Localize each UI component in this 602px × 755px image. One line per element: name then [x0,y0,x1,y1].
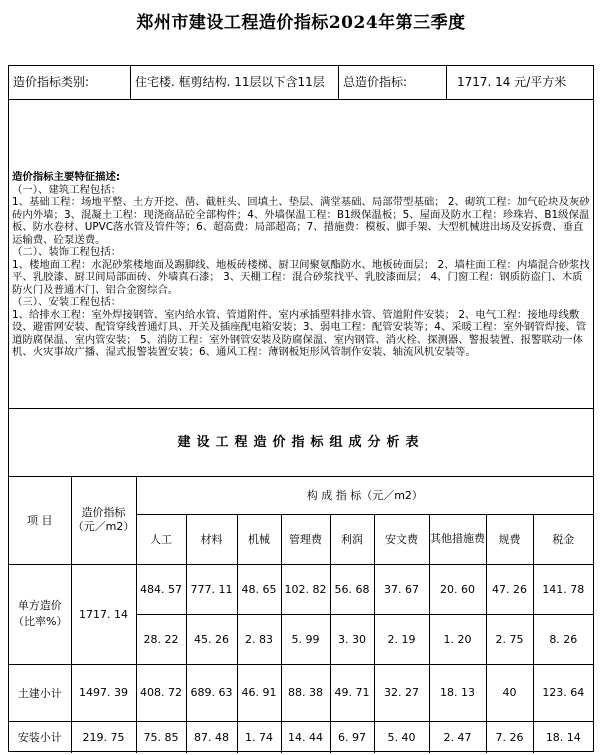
table-cell: 40 [486,664,533,721]
description-heading: 造价指标主要特征描述: [12,171,121,183]
total-value: 1717. 14 元/平方米 [457,75,567,89]
table-cell: 56. 68 [330,564,374,614]
table-cell: 88. 38 [281,664,330,721]
table-cell: 141. 78 [533,564,593,614]
description-line: 1、楼地面工程：水泥砂浆楼地面及踢脚线、地板砖楼梯、厨卫间聚氨酯防水、地板砖面层； 2、墙柱面工程：内墙混合砂浆找平、乳胶漆、厨卫间局部面砖、外墙真石漆； 3、天棚工程：混合砂浆找平、乳胶漆面层； 4、门窗工程：钢质防盗门、木质防火门及普通木门、铝合金窗综合。 [12,258,590,296]
row-total: 1497. 39 [71,664,136,721]
table-cell: 7. 26 [486,721,533,753]
table-cell: 102. 82 [281,564,330,614]
table-cell: 45. 26 [186,614,237,664]
header-component: 人工 [136,514,186,564]
description-line: （二）、装饰工程包括： [12,246,122,258]
feature-description [9,99,593,409]
table-cell: 5. 99 [281,614,330,664]
header-component: 机械 [237,514,281,564]
table-cell: 484. 57 [136,564,186,614]
table-cell: 75. 85 [136,721,186,753]
header-component: 规费 [486,514,533,564]
description-line: 1、基础工程：场地平整、土方开挖、凿、截桩头、回填土、垫层、满堂基础、局部带型基础； 2、砌筑工程：加气砼块及灰砂砖内外墙；3、混凝土工程：现浇商品砼全部构件；4、外墙保温工程：B1级保温板；5、屋面及防水工程：珍珠岩、B1级保温板、防水卷材、UPVC落水管及管件等；6、超高费：局部超高；7、措施费：模板、脚手架、大型机械进出场及安拆费、垂直运输费、砼泵送费。 [12,196,590,246]
table-cell: 37. 67 [374,564,429,614]
header-component: 利润 [330,514,374,564]
table-cell: 1. 74 [237,721,281,753]
table-cell: 8. 26 [533,614,593,664]
table-cell: 408. 72 [136,664,186,721]
page-title: 郑州市建设工程造价指标2024年第三季度 [136,13,466,33]
table-cell: 6. 97 [330,721,374,753]
header-component: 安文费 [374,514,429,564]
table-cell: 2. 19 [374,614,429,664]
header-index: 造价指标（元／m2） [71,476,136,564]
table-cell: 14. 44 [281,721,330,753]
header-component: 管理费 [281,514,330,564]
table-cell: 18. 14 [533,721,593,753]
index-sheet [8,65,594,752]
description-line: （三）、安装工程包括： [12,296,122,308]
info-row [9,66,593,100]
table-cell: 123. 64 [533,664,593,721]
table-cell: 2. 47 [429,721,486,753]
header-component: 税金 [533,514,593,564]
table-cell: 777. 11 [186,564,237,614]
category-value: 住宅楼. 框剪结构. 11层以下含11层 [131,66,339,99]
header-item: 项 目 [9,476,71,564]
row-label: 单方造价（比率%） [9,564,71,664]
description-line: （一）、建筑工程包括： [12,183,122,196]
table-cell: 2. 83 [237,614,281,664]
row-label: 土建小计 [9,664,71,721]
table-cell: 689. 63 [186,664,237,721]
table-cell: 28. 22 [136,614,186,664]
table-cell: 49. 71 [330,664,374,721]
header-component: 材料 [186,514,237,564]
table-cell: 48. 65 [237,564,281,614]
table-cell: 18. 13 [429,664,486,721]
table-cell: 1. 20 [429,614,486,664]
table-cell: 32. 27 [374,664,429,721]
table-cell: 46. 91 [237,664,281,721]
description-line: 1、给排水工程：室外焊接钢管、室内给水管、管道附件、室内承插塑料排水管、管道附件安装； 2、电气工程：接地母线敷设、避雷网安装、配管穿线普通灯具、开关及插座配电箱安装；3、弱电工程：配管安装等；4、采暖工程：室外钢管焊接、管道防腐保温、室内管安装； 5、消防工程：室外钢管安装及防腐保温、室内钢管、消火栓、探测器、警报装置、报警联动一体机、火灾事故广播、湿式报警装置安装；6、通风工程：薄钢板矩形风管制作安装、轴流风机安装等。 [12,308,587,358]
header-composition: 构 成 指 标（元／m2） [136,476,593,514]
table-heading: 建设工程造价指标组成分析表 [9,409,593,477]
header-component: 其他措施费 [429,514,486,564]
cost-composition-table [9,476,593,753]
table-cell: 3. 30 [330,614,374,664]
total-label: 总造价指标: [339,66,447,99]
row-label: 安装小计 [9,721,71,753]
table-cell: 20. 60 [429,564,486,614]
table-cell: 5. 40 [374,721,429,753]
table-cell: 87. 48 [186,721,237,753]
table-cell: 47. 26 [486,564,533,614]
row-total: 1717. 14 [71,564,136,664]
category-label: 造价指标类别: [9,66,131,99]
table-cell: 2. 75 [486,614,533,664]
row-total: 219. 75 [71,721,136,753]
